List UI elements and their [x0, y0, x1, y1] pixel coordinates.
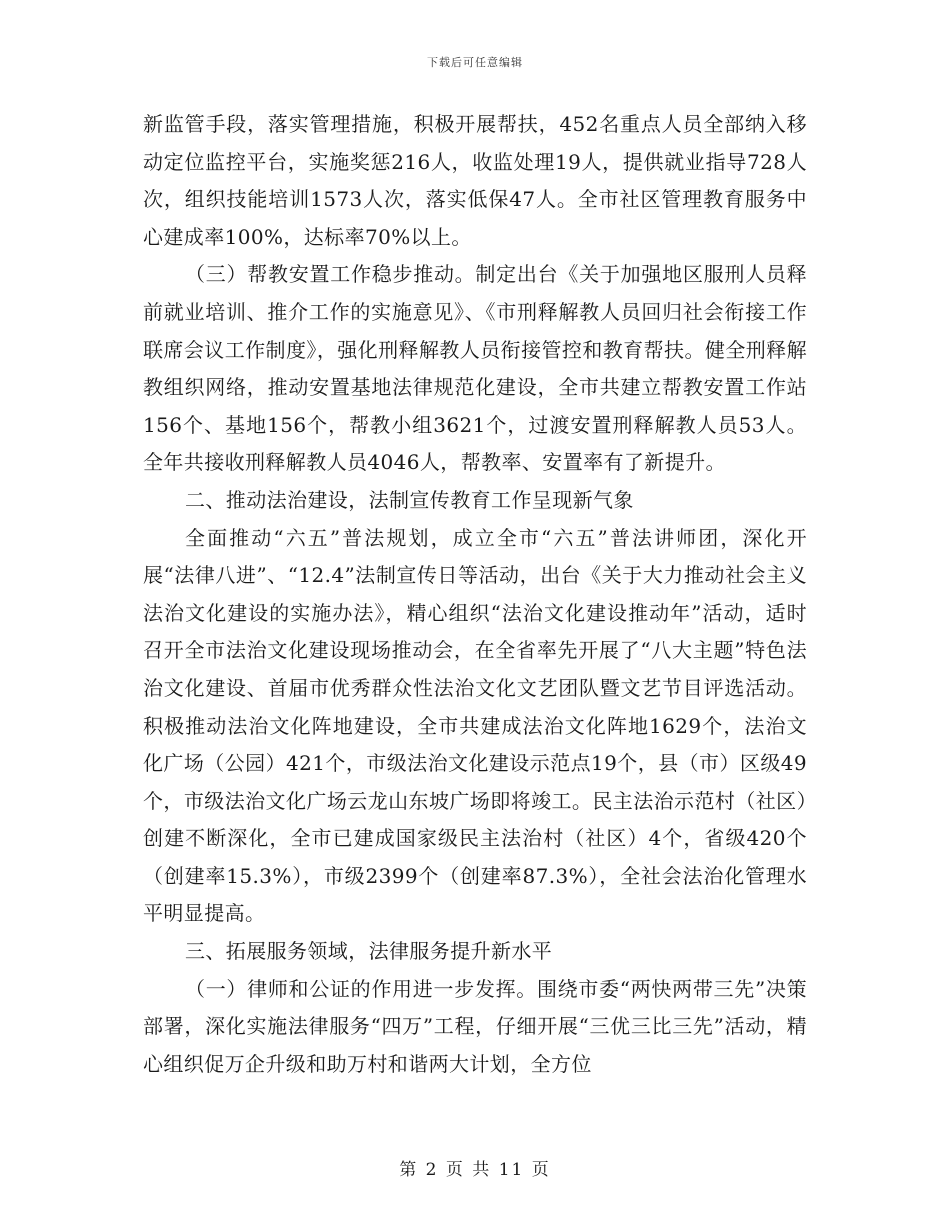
- paragraph-resettlement: （三）帮教安置工作稳步推动。制定出台《关于加强地区服刑人员释前就业培训、推介工作的实施意见》、《市刑释解教人员回归社会衔接工作联席会议工作制度》，强化刑释解教人员衔接管控和教育帮扶。健全刑释解教组织网络，推动安置基地法律规范化建设，全市共建立帮教安置工作站156个、基地156个，帮教小组3621个，过渡安置刑释解教人员53人。全年共接收刑释解教人员4046人，帮教率、安置率有了新提升。: [143, 262, 807, 475]
- page-header: 下载后可任意编辑: [427, 56, 523, 69]
- document-body: [143, 106, 807, 1083]
- page-number: 第 2 页 共 11 页: [399, 1160, 551, 1180]
- paragraph-supervision: 新监管手段，落实管理措施，积极开展帮扶，452名重点人员全部纳入移动定位监控平台，实施奖惩216人，收监处理19人，提供就业指导728人次，组织技能培训1573人次，落实低保47人。全市社区管理教育服务中心建成率100%，达标率70%以上。: [143, 112, 807, 249]
- section-heading-legal-publicity: 二、推动法治建设，法制宣传教育工作呈现新气象: [185, 487, 634, 512]
- paragraph-lawyers-notary: （一）律师和公证的作用进一步发挥。围绕市委“两快两带三先”决策部署，深化实施法律服务“四万”工程，仔细开展“三优三比三先”活动，精心组织促万企升级和助万村和谐两大计划，全方位: [143, 976, 807, 1076]
- paragraph-legal-publicity: 全面推动“六五”普法规划，成立全市“六五”普法讲师团，深化开展“法律八进”、“12.4”法制宣传日等活动，出台《关于大力推动社会主义法治文化建设的实施办法》，精心组织“法治文化建设推动年”活动，适时召开全市法治文化建设现场推动会，在全省率先开展了“八大主题”特色法治文化建设、首届市优秀群众性法治文化文艺团队暨文艺节目评选活动。积极推动法治文化阵地建设，全市共建成法治文化阵地1629个，法治文化广场（公园）421个，市级法治文化建设示范点19个，县（市）区级49个，市级法治文化广场云龙山东坡广场即将竣工。民主法治示范村（社区）创建不断深化，全市已建成国家级民主法治村（社区）4个，省级420个（创建率15.3%），市级2399个（创建率87.3%），全社会法治化管理水平明显提高。: [143, 525, 807, 926]
- section-heading-legal-services: 三、拓展服务领域，法律服务提升新水平: [185, 939, 553, 964]
